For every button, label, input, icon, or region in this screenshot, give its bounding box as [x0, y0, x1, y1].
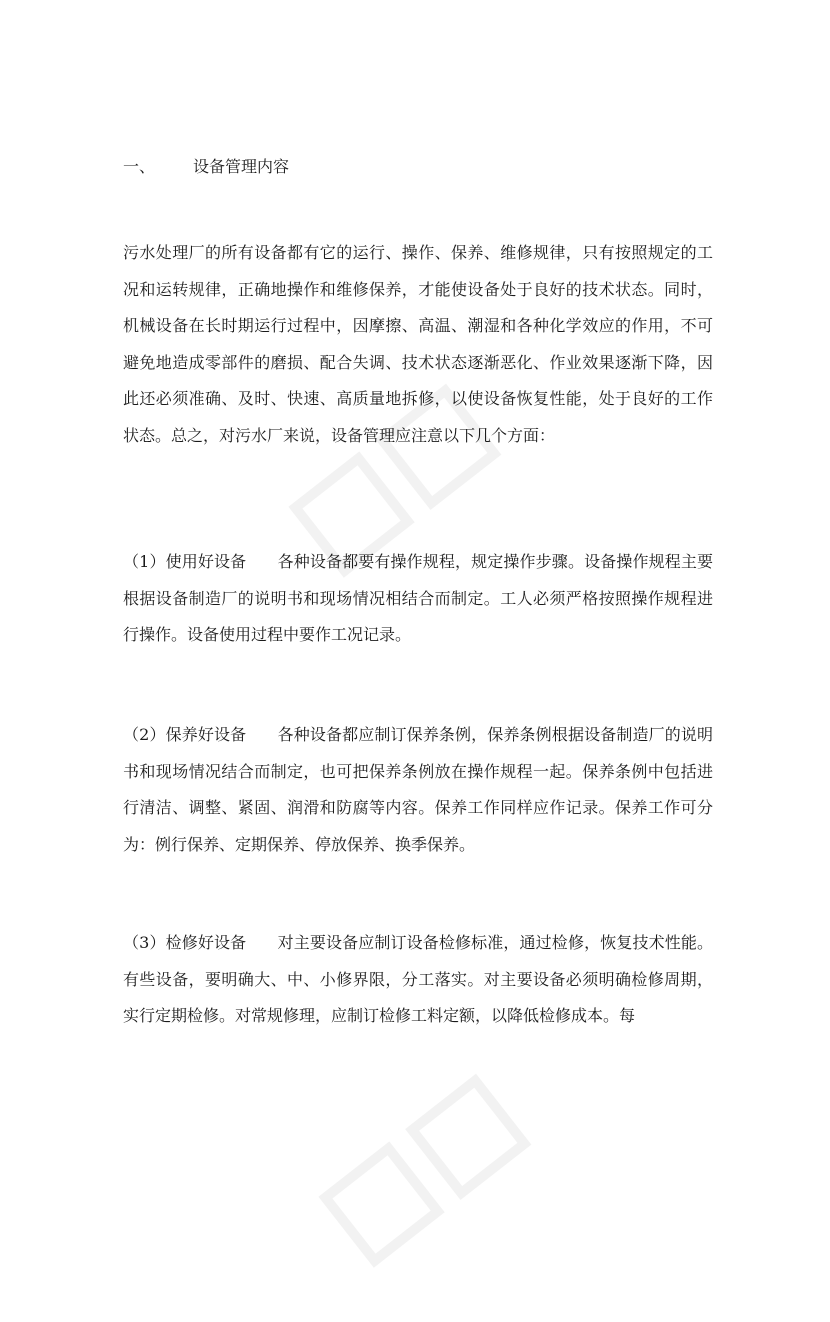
heading-title: 设备管理内容: [193, 157, 290, 176]
intro-paragraph: 污水处理厂的所有设备都有它的运行、操作、保养、维修规律，只有按照规定的工况和运转规律，正确地操作和维修保养，才能使设备处于良好的技术状态。同时，机械设备在长时期运行过程中，因摩擦、高温、潮湿和各种化学效应的作用，不可避免地造成零部件的磨损、配合失调、技术状态逐渐恶化、作业效果逐渐下降，因此还必须准确、及时、快速、高质量地拆修，以使设备恢复性能，处于良好的工作状态。总之，对污水厂来说，设备管理应注意以下几个方面：: [123, 243, 713, 445]
paragraph-repair-equipment: [123, 925, 713, 1035]
paragraph-body: 对主要设备应制订设备检修标准，通过检修，恢复技术性能。有些设备，要明确大、中、小修界限，分工落实。对主要设备必须明确检修周期，实行定期检修。对常规修理，应制订检修工料定额，以降低检修成本。每: [123, 933, 713, 1026]
paragraph-lead: （2）保养好设备: [123, 725, 247, 744]
section-heading: [123, 152, 289, 182]
paragraph-body: 各种设备都要有操作规程，规定操作步骤。设备操作规程主要根据设备制造厂的说明书和现场情况相结合而制定。工人必须严格按照操作规程进行操作。设备使用过程中要作工况记录。: [123, 552, 713, 645]
paragraph-lead: （3）检修好设备: [123, 933, 247, 952]
watermark-logo-bottom: [305, 1028, 615, 1322]
paragraph-maintain-equipment: [123, 717, 713, 863]
paragraph-lead: （1）使用好设备: [123, 552, 247, 571]
paragraph-use-equipment: [123, 544, 713, 654]
heading-number: 一、: [123, 157, 156, 176]
paragraph-body: 各种设备都应制订保养条例，保养条例根据设备制造厂的说明书和现场情况结合而制定，也可把保养条例放在操作规程一起。保养条例中包括进行清洁、调整、紧固、润滑和防腐等内容。保养工作同样应作记录。保养工作可分为：例行保养、定期保养、停放保养、换季保养。: [123, 725, 713, 854]
watermark-graphic-bottom: [305, 1040, 562, 1274]
